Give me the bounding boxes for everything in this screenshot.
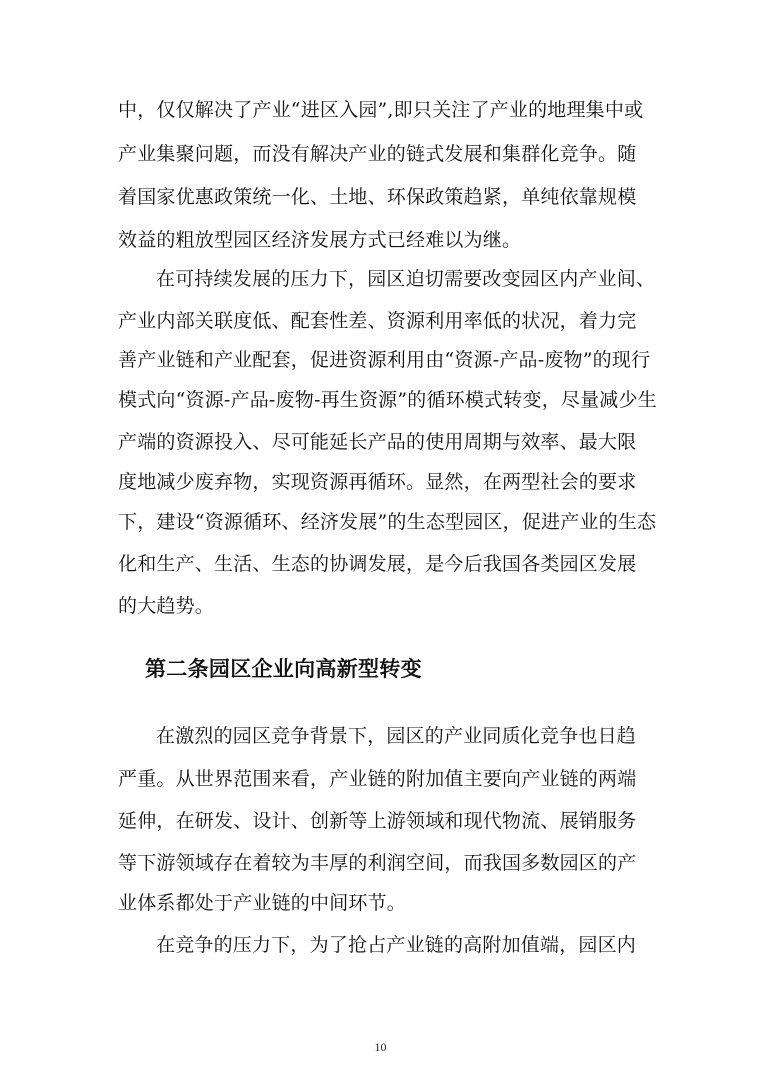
text-line: 下，建设“资源循环、经济发展”的生态型园区，促进产业的生态 [118,511,657,533]
text-line: 模式向“资源-产品-废物-再生资源”的循环模式转变，尽量减少生 [118,389,657,411]
text-line: 延伸，在研发、设计、创新等上游领域和现代物流、展销服务 [118,810,637,832]
text-line: 业体系都处于产业链的中间环节。 [118,892,407,914]
text-line: 严重。从世界范围来看，产业链的附加值主要向产业链的两端 [118,768,637,790]
text-line: 着国家优惠政策统一化、土地、环保政策趋紧，单纯依靠规模 [118,186,637,208]
text-line: 在可持续发展的压力下，园区迫切需要改变园区内产业间、 [156,268,656,290]
text-line: 化和生产、生活、生态的协调发展，是今后我国各类园区发展 [118,553,637,575]
text-line: 度地减少废弃物，实现资源再循环。显然，在两型社会的要求 [118,471,637,493]
text-line: 中，仅仅解决了产业“进区入园”,即只关注了产业的地理集中或 [118,99,644,121]
text-line: 在竞争的压力下，为了抢占产业链的高附加值端，园区内 [156,934,637,956]
text-line: 效益的粗放型园区经济发展方式已经难以为继。 [118,229,522,251]
text-line: 产业集聚问题，而没有解决产业的链式发展和集群化竞争。随 [118,143,637,165]
text-line: 的大趋势。 [118,595,215,617]
text-line: 产端的资源投入、尽可能延长产品的使用周期与效率、最大限 [118,431,637,453]
section-heading: 第二条园区企业向高新型转变 [145,656,422,681]
text-line: 等下游领域存在着较为丰厚的利润空间，而我国多数园区的产 [118,852,637,874]
page-number: 10 [374,1040,387,1054]
text-line: 善产业链和产业配套，促进资源利用由“资源-产品-废物”的现行 [118,349,651,371]
text-line: 产业内部关联度低、配套性差、资源利用率低的状况，着力完 [118,310,637,332]
text-line: 在激烈的园区竞争背景下，园区的产业同质化竞争也日趋 [156,725,637,747]
